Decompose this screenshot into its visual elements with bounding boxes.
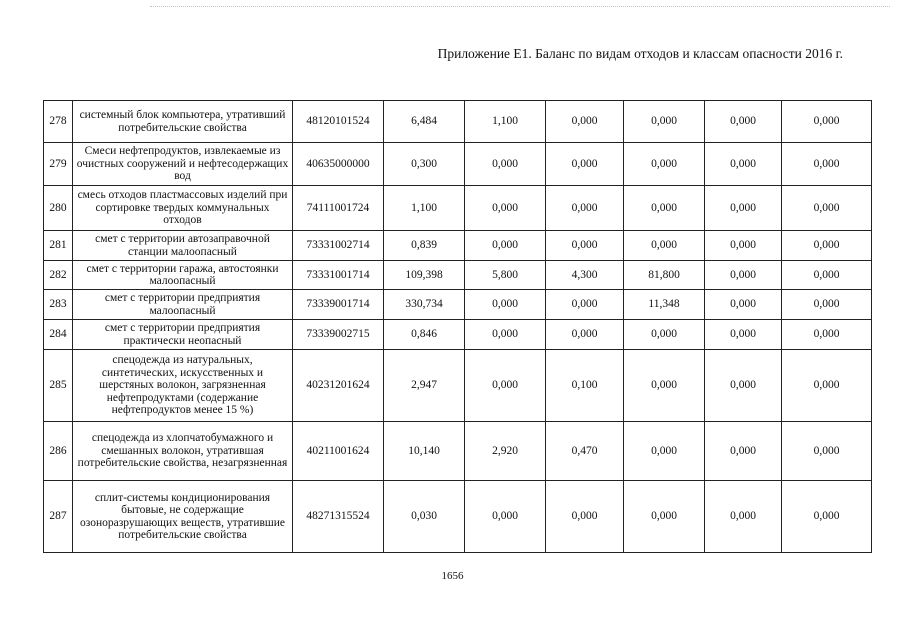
waste-name: спецодежда из натуральных, синтетических, искусственных и шерстяных волокон, загрязненная нефтепродуктами (содержание нефтепродуктов менее 15 %) (73, 350, 293, 422)
value-cell: 0,000 (624, 422, 705, 481)
value-cell: 0,000 (624, 481, 705, 553)
value-cell: 0,000 (782, 231, 872, 261)
fkko-code: 40231201624 (293, 350, 384, 422)
value-cell: 0,000 (465, 481, 546, 553)
value-cell: 0,000 (782, 186, 872, 231)
row-number: 286 (44, 422, 73, 481)
waste-balance-table (43, 100, 872, 553)
value-cell: 0,000 (465, 320, 546, 350)
value-cell: 0,000 (782, 143, 872, 186)
value-cell: 0,000 (705, 261, 782, 290)
value-cell: 109,398 (384, 261, 465, 290)
value-cell: 0,000 (546, 481, 624, 553)
value-cell: 0,000 (624, 143, 705, 186)
fkko-code: 73331001714 (293, 261, 384, 290)
value-cell: 0,000 (705, 290, 782, 320)
value-cell: 0,000 (465, 290, 546, 320)
value-cell: 0,000 (782, 422, 872, 481)
table-row (44, 143, 872, 186)
value-cell: 0,000 (782, 481, 872, 553)
row-number: 284 (44, 320, 73, 350)
value-cell: 0,000 (705, 422, 782, 481)
fkko-code: 48120101524 (293, 101, 384, 143)
value-cell: 0,000 (705, 350, 782, 422)
value-cell: 0,000 (624, 186, 705, 231)
fkko-code: 73331002714 (293, 231, 384, 261)
value-cell: 0,000 (465, 186, 546, 231)
value-cell: 0,000 (705, 320, 782, 350)
value-cell: 0,030 (384, 481, 465, 553)
fkko-code: 48271315524 (293, 481, 384, 553)
value-cell: 0,000 (705, 143, 782, 186)
waste-name: сплит-системы кондиционирования бытовые, не содержащие озоноразрушающих веществ, утратившие потребительские свойства (73, 481, 293, 553)
value-cell: 5,800 (465, 261, 546, 290)
value-cell: 6,484 (384, 101, 465, 143)
table-row (44, 101, 872, 143)
value-cell: 0,000 (705, 231, 782, 261)
fkko-code: 73339002715 (293, 320, 384, 350)
row-number: 280 (44, 186, 73, 231)
fkko-code: 74111001724 (293, 186, 384, 231)
value-cell: 0,000 (624, 350, 705, 422)
value-cell: 0,000 (465, 350, 546, 422)
fkko-code: 73339001714 (293, 290, 384, 320)
waste-name: смет с территории автозаправочной станции малоопасный (73, 231, 293, 261)
waste-name: спецодежда из хлопчатобумажного и смешанных волокон, утратившая потребительские свойства, незагрязненная (73, 422, 293, 481)
row-number: 285 (44, 350, 73, 422)
row-number: 278 (44, 101, 73, 143)
value-cell: 1,100 (465, 101, 546, 143)
table-row (44, 320, 872, 350)
value-cell: 0,100 (546, 350, 624, 422)
waste-name: смет с территории предприятия практически неопасный (73, 320, 293, 350)
value-cell: 0,000 (624, 101, 705, 143)
value-cell: 0,000 (782, 350, 872, 422)
table-row (44, 422, 872, 481)
scan-artifact-line (150, 6, 890, 7)
value-cell: 0,000 (705, 101, 782, 143)
value-cell: 0,000 (546, 320, 624, 350)
waste-name: смесь отходов пластмассовых изделий при сортировке твердых коммунальных отходов (73, 186, 293, 231)
value-cell: 0,000 (782, 101, 872, 143)
value-cell: 10,140 (384, 422, 465, 481)
value-cell: 2,920 (465, 422, 546, 481)
row-number: 279 (44, 143, 73, 186)
value-cell: 0,000 (546, 186, 624, 231)
waste-name: системный блок компьютера, утративший потребительские свойства (73, 101, 293, 143)
value-cell: 0,470 (546, 422, 624, 481)
fkko-code: 40211001624 (293, 422, 384, 481)
value-cell: 0,000 (546, 101, 624, 143)
table-row (44, 186, 872, 231)
row-number: 281 (44, 231, 73, 261)
value-cell: 0,000 (624, 320, 705, 350)
value-cell: 0,000 (546, 290, 624, 320)
table-row (44, 261, 872, 290)
value-cell: 4,300 (546, 261, 624, 290)
page-number: 1656 (441, 570, 464, 582)
page-title: Приложение Е1. Баланс по видам отходов и классам опасности 2016 г. (437, 46, 843, 61)
row-number: 287 (44, 481, 73, 553)
table-row (44, 290, 872, 320)
value-cell: 2,947 (384, 350, 465, 422)
value-cell: 0,000 (782, 290, 872, 320)
value-cell: 0,300 (384, 143, 465, 186)
value-cell: 0,000 (705, 481, 782, 553)
value-cell: 0,000 (782, 320, 872, 350)
value-cell: 0,000 (546, 143, 624, 186)
fkko-code: 40635000000 (293, 143, 384, 186)
value-cell: 0,000 (705, 186, 782, 231)
value-cell: 0,000 (546, 231, 624, 261)
waste-name: смет с территории гаража, автостоянки малоопасный (73, 261, 293, 290)
value-cell: 0,000 (465, 231, 546, 261)
table-row (44, 481, 872, 553)
table-row (44, 350, 872, 422)
row-number: 283 (44, 290, 73, 320)
waste-name: смет с территории предприятия малоопасный (73, 290, 293, 320)
value-cell: 0,839 (384, 231, 465, 261)
table-row (44, 231, 872, 261)
row-number: 282 (44, 261, 73, 290)
value-cell: 81,800 (624, 261, 705, 290)
waste-name: Смеси нефтепродуктов, извлекаемые из очистных сооружений и нефтесодержащих вод (73, 143, 293, 186)
value-cell: 1,100 (384, 186, 465, 231)
value-cell: 330,734 (384, 290, 465, 320)
value-cell: 0,000 (465, 143, 546, 186)
value-cell: 0,846 (384, 320, 465, 350)
value-cell: 0,000 (624, 231, 705, 261)
value-cell: 0,000 (782, 261, 872, 290)
value-cell: 11,348 (624, 290, 705, 320)
